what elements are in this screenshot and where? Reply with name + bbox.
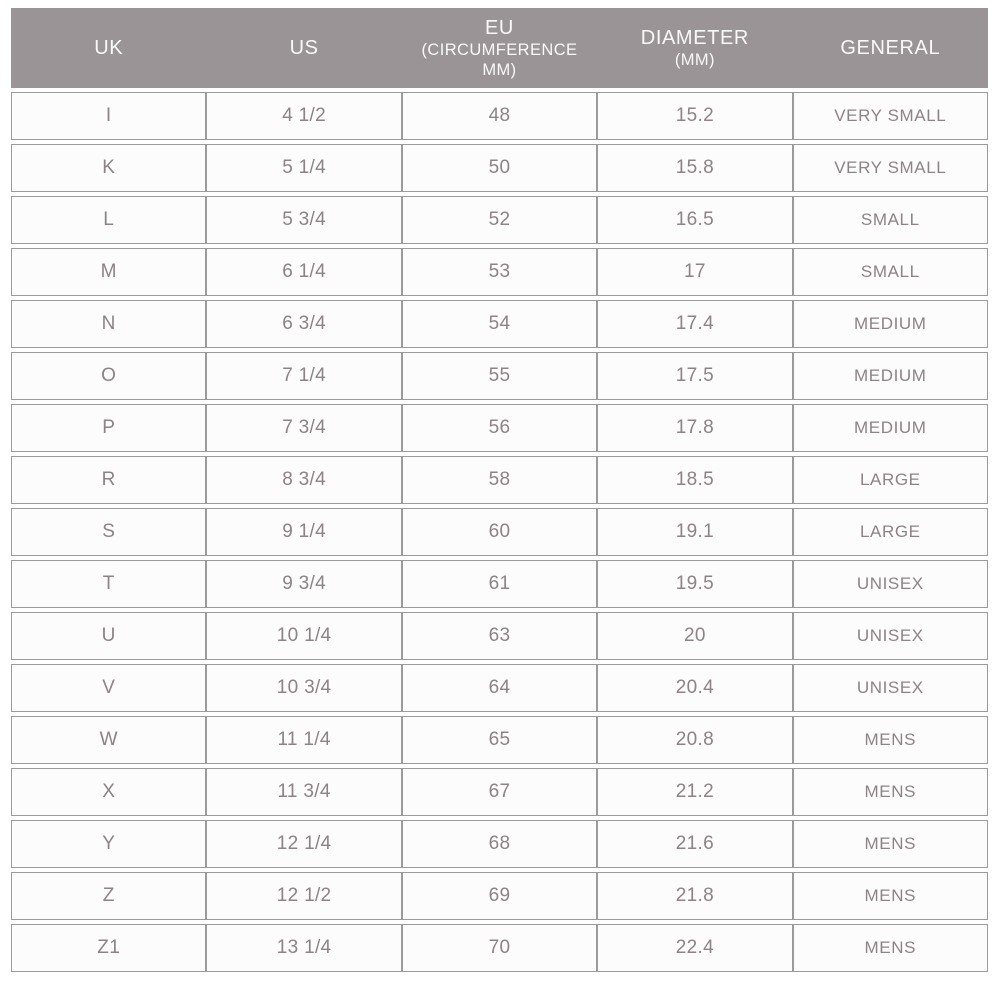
cell-general: UNISEX — [793, 560, 988, 608]
cell-us: 7 3/4 — [206, 404, 401, 452]
cell-general: LARGE — [793, 456, 988, 504]
cell-eu: 64 — [402, 664, 597, 712]
table-row — [11, 612, 988, 660]
cell-us: 6 3/4 — [206, 300, 401, 348]
table-row — [11, 456, 988, 504]
table-row — [11, 92, 988, 140]
cell-general: MEDIUM — [793, 352, 988, 400]
cell-eu: 56 — [402, 404, 597, 452]
cell-general: SMALL — [793, 248, 988, 296]
header-general-label: GENERAL — [840, 36, 941, 59]
cell-diameter: 19.5 — [597, 560, 792, 608]
cell-diameter: 21.2 — [597, 768, 792, 816]
cell-diameter: 17.5 — [597, 352, 792, 400]
cell-general: MENS — [793, 820, 988, 868]
table-row — [11, 196, 988, 244]
ring-size-conversion-table — [11, 4, 988, 976]
cell-general: UNISEX — [793, 612, 988, 660]
cell-diameter: 21.6 — [597, 820, 792, 868]
header-uk — [11, 8, 206, 88]
cell-diameter: 21.8 — [597, 872, 792, 920]
table-row — [11, 248, 988, 296]
cell-general: SMALL — [793, 196, 988, 244]
cell-diameter: 18.5 — [597, 456, 792, 504]
cell-general: MENS — [793, 872, 988, 920]
cell-eu: 65 — [402, 716, 597, 764]
cell-uk: I — [11, 92, 206, 140]
table-header — [11, 8, 988, 88]
table-row — [11, 404, 988, 452]
cell-diameter: 20.4 — [597, 664, 792, 712]
cell-eu: 53 — [402, 248, 597, 296]
table-row — [11, 300, 988, 348]
cell-diameter: 17.8 — [597, 404, 792, 452]
cell-eu: 63 — [402, 612, 597, 660]
cell-us: 9 3/4 — [206, 560, 401, 608]
table-row — [11, 664, 988, 712]
table-row — [11, 352, 988, 400]
table-row — [11, 924, 988, 972]
cell-us: 12 1/2 — [206, 872, 401, 920]
cell-general: MENS — [793, 768, 988, 816]
header-us-label: US — [289, 36, 319, 59]
cell-us: 10 1/4 — [206, 612, 401, 660]
cell-eu: 58 — [402, 456, 597, 504]
cell-diameter: 16.5 — [597, 196, 792, 244]
cell-diameter: 22.4 — [597, 924, 792, 972]
cell-eu: 60 — [402, 508, 597, 556]
cell-eu: 70 — [402, 924, 597, 972]
cell-eu: 52 — [402, 196, 597, 244]
cell-us: 10 3/4 — [206, 664, 401, 712]
cell-eu: 61 — [402, 560, 597, 608]
cell-general: MENS — [793, 716, 988, 764]
table-row — [11, 560, 988, 608]
cell-general: UNISEX — [793, 664, 988, 712]
header-general — [793, 8, 988, 88]
cell-eu: 55 — [402, 352, 597, 400]
cell-general: LARGE — [793, 508, 988, 556]
cell-general: MEDIUM — [793, 404, 988, 452]
table-row — [11, 820, 988, 868]
cell-us: 6 1/4 — [206, 248, 401, 296]
cell-eu: 50 — [402, 144, 597, 192]
cell-us: 13 1/4 — [206, 924, 401, 972]
table-row — [11, 716, 988, 764]
cell-us: 5 1/4 — [206, 144, 401, 192]
cell-diameter: 15.8 — [597, 144, 792, 192]
cell-uk: V — [11, 664, 206, 712]
header-row — [11, 8, 988, 88]
table-row — [11, 144, 988, 192]
header-diameter-label: DIAMETER — [640, 26, 749, 49]
header-eu-sublabel-1: (CIRCUMFERENCE — [421, 41, 578, 60]
header-eu-sublabel-2: MM) — [482, 61, 517, 80]
header-uk-label: UK — [94, 36, 124, 59]
cell-uk: Z — [11, 872, 206, 920]
cell-eu: 69 — [402, 872, 597, 920]
cell-us: 12 1/4 — [206, 820, 401, 868]
cell-uk: X — [11, 768, 206, 816]
header-eu-label: EU — [484, 16, 514, 39]
cell-uk: L — [11, 196, 206, 244]
cell-diameter: 17 — [597, 248, 792, 296]
cell-uk: R — [11, 456, 206, 504]
table-row — [11, 768, 988, 816]
cell-us: 11 1/4 — [206, 716, 401, 764]
header-us — [206, 8, 401, 88]
header-eu — [402, 8, 597, 88]
cell-us: 11 3/4 — [206, 768, 401, 816]
cell-us: 8 3/4 — [206, 456, 401, 504]
cell-eu: 67 — [402, 768, 597, 816]
cell-diameter: 20 — [597, 612, 792, 660]
cell-uk: W — [11, 716, 206, 764]
cell-uk: K — [11, 144, 206, 192]
cell-diameter: 20.8 — [597, 716, 792, 764]
cell-uk: P — [11, 404, 206, 452]
cell-uk: Z1 — [11, 924, 206, 972]
cell-us: 4 1/2 — [206, 92, 401, 140]
cell-uk: S — [11, 508, 206, 556]
cell-general: MEDIUM — [793, 300, 988, 348]
cell-us: 9 1/4 — [206, 508, 401, 556]
cell-uk: O — [11, 352, 206, 400]
cell-us: 5 3/4 — [206, 196, 401, 244]
cell-general: VERY SMALL — [793, 144, 988, 192]
cell-uk: T — [11, 560, 206, 608]
cell-diameter: 15.2 — [597, 92, 792, 140]
cell-diameter: 17.4 — [597, 300, 792, 348]
cell-uk: M — [11, 248, 206, 296]
cell-eu: 48 — [402, 92, 597, 140]
cell-uk: U — [11, 612, 206, 660]
table-body — [11, 92, 988, 972]
table-row — [11, 508, 988, 556]
table-row — [11, 872, 988, 920]
cell-uk: Y — [11, 820, 206, 868]
header-diameter — [597, 8, 792, 88]
cell-us: 7 1/4 — [206, 352, 401, 400]
cell-diameter: 19.1 — [597, 508, 792, 556]
cell-eu: 54 — [402, 300, 597, 348]
header-diameter-sublabel: (MM) — [674, 51, 715, 70]
cell-eu: 68 — [402, 820, 597, 868]
cell-uk: N — [11, 300, 206, 348]
cell-general: MENS — [793, 924, 988, 972]
cell-general: VERY SMALL — [793, 92, 988, 140]
